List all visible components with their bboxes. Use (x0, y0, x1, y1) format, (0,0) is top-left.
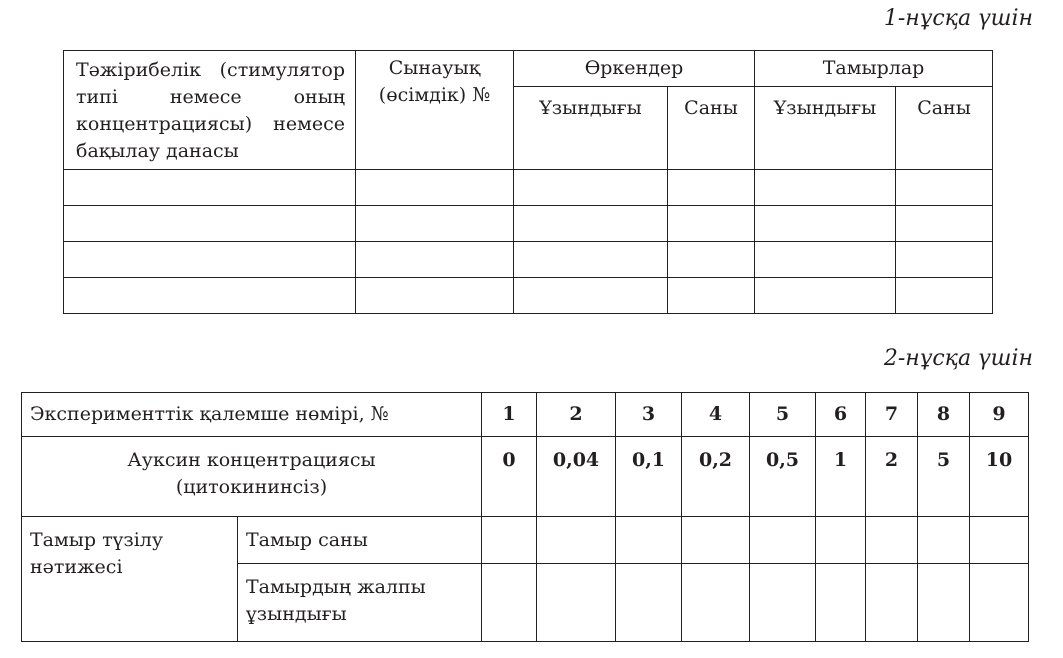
root-count-label: Тамыр саны (238, 517, 482, 564)
table-cell (616, 564, 682, 642)
table-cell (896, 242, 993, 278)
table-cell (816, 517, 866, 564)
concentration-value: 2 (866, 437, 918, 517)
table-cell (866, 517, 918, 564)
header-shoots: Өркендер (514, 51, 755, 87)
table-cell (755, 170, 896, 206)
caption-variant-1: 1-нұсқа үшін (883, 6, 1033, 31)
concentration-value: 10 (970, 437, 1029, 517)
table-cell (970, 564, 1029, 642)
table-cell (668, 278, 755, 314)
table-cell (356, 170, 514, 206)
table-cell (970, 517, 1029, 564)
table-cell (537, 564, 616, 642)
table-cell (537, 517, 616, 564)
auxin-label-line1: Ауксин концентрациясы (127, 449, 376, 471)
auxin-label-line2: (цитокининсіз) (175, 476, 328, 498)
table-cell (750, 564, 816, 642)
table-cell (64, 206, 356, 242)
table-variant-1 (63, 50, 993, 314)
header-roots: Тамырлар (755, 51, 993, 87)
table-cell (514, 170, 668, 206)
cutting-number: 5 (750, 393, 816, 437)
cutting-number: 6 (816, 393, 866, 437)
table-cell (482, 517, 537, 564)
auxin-concentration-label (22, 437, 482, 517)
header-experiment: Тәжірибелік (стимулятор типі немесе оның концентрациясы) немесе бақылау данасы (64, 51, 356, 170)
table-cell (755, 206, 896, 242)
concentration-value: 0,04 (537, 437, 616, 517)
table-row (64, 242, 993, 278)
table-cell (750, 517, 816, 564)
cutting-number: 1 (482, 393, 537, 437)
header-roots-length: Ұзындығы (755, 87, 896, 170)
table-cell (755, 278, 896, 314)
cutting-number: 9 (970, 393, 1029, 437)
table-row (64, 170, 993, 206)
header-roots-count: Саны (896, 87, 993, 170)
table-cell (64, 278, 356, 314)
table-cell (482, 564, 537, 642)
concentration-value: 5 (918, 437, 970, 517)
table-cell (682, 517, 750, 564)
concentration-value: 0,1 (616, 437, 682, 517)
root-length-label: Тамырдың жалпы ұзындығы (238, 564, 482, 642)
cutting-number: 3 (616, 393, 682, 437)
table-variant-2 (21, 392, 1029, 642)
table-cell (682, 564, 750, 642)
table-cell (896, 170, 993, 206)
concentration-value: 1 (816, 437, 866, 517)
table-cell (866, 564, 918, 642)
concentration-value: 0,2 (682, 437, 750, 517)
table-row (64, 206, 993, 242)
table-cell (668, 170, 755, 206)
table-cell (514, 278, 668, 314)
cutting-number: 4 (682, 393, 750, 437)
table-cell (896, 206, 993, 242)
concentration-value: 0 (482, 437, 537, 517)
table-cell (616, 517, 682, 564)
concentration-value: 0,5 (750, 437, 816, 517)
table-cell (668, 242, 755, 278)
table-row (64, 278, 993, 314)
cutting-number: 7 (866, 393, 918, 437)
table-cell (64, 170, 356, 206)
cutting-number: 2 (537, 393, 616, 437)
table-cell (64, 242, 356, 278)
table-cell (356, 206, 514, 242)
header-shoots-count: Саны (668, 87, 755, 170)
table-cell (356, 242, 514, 278)
table-cell (514, 242, 668, 278)
header-test-tube: Сынауық (өсімдік) № (356, 51, 514, 170)
table-cell (668, 206, 755, 242)
header-shoots-length: Ұзындығы (514, 87, 668, 170)
table-cell (356, 278, 514, 314)
cutting-number: 8 (918, 393, 970, 437)
table-cell (755, 242, 896, 278)
table-cell (918, 517, 970, 564)
table-cell (816, 564, 866, 642)
cutting-number-label: Эксперименттік қалемше нөмірі, № (22, 393, 482, 437)
table-cell (514, 206, 668, 242)
table-cell (918, 564, 970, 642)
table-cell (896, 278, 993, 314)
root-formation-result-label: Тамыр түзілу нәтижесі (22, 517, 238, 642)
caption-variant-2: 2-нұсқа үшін (883, 346, 1033, 371)
